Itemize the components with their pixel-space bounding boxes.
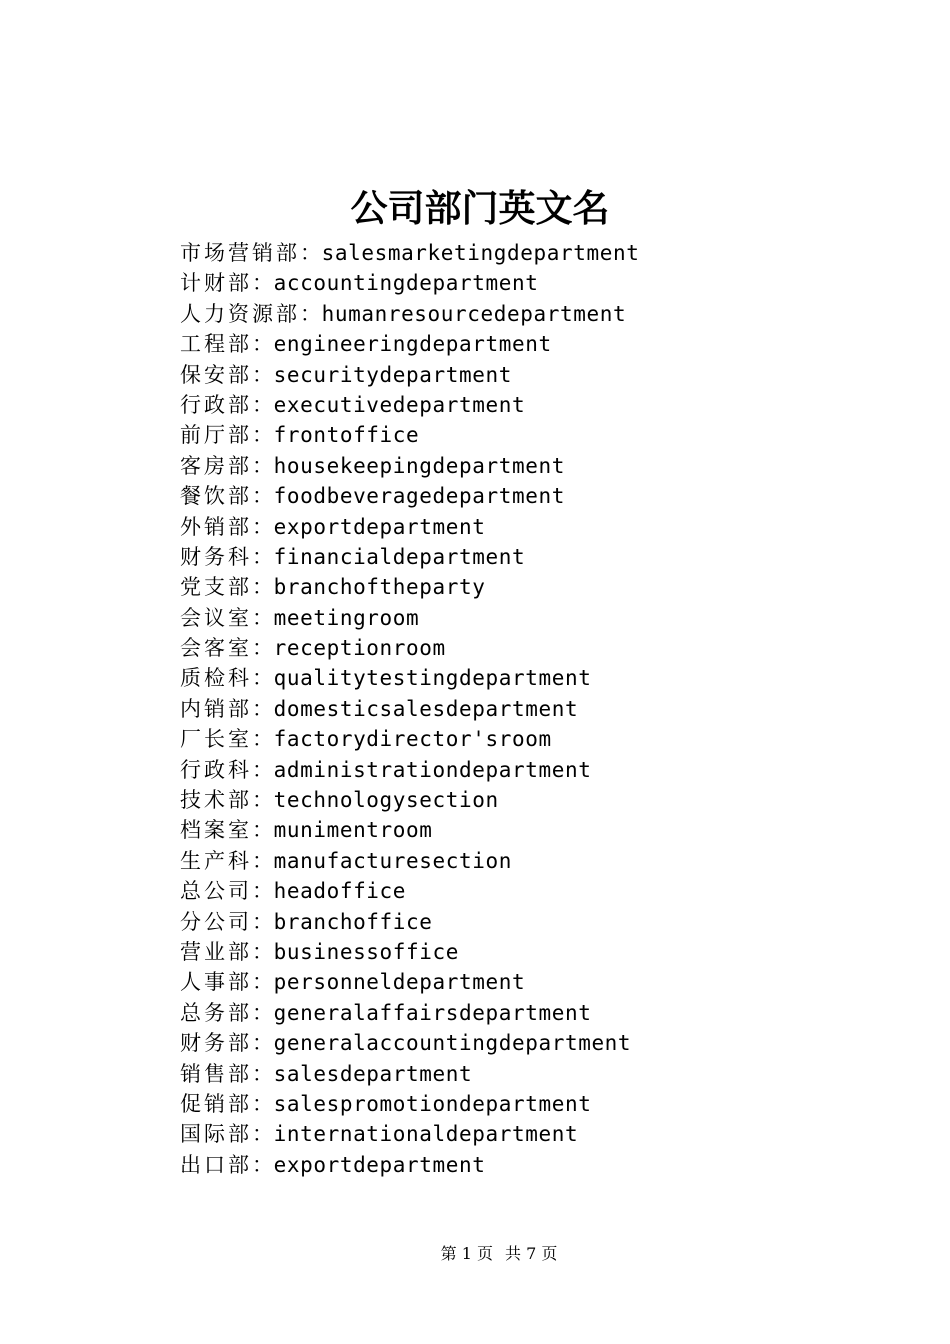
department-chinese-name: 总务部 <box>180 1000 252 1025</box>
list-item <box>180 1150 639 1180</box>
list-item <box>180 542 639 572</box>
department-chinese-name: 市场营销部 <box>180 241 300 265</box>
separator: ： <box>252 696 274 721</box>
department-english-name: securitydepartment <box>273 362 512 387</box>
list-item <box>180 815 639 845</box>
department-english-name: branchoffice <box>273 909 433 934</box>
department-english-name: humanresourcedepartment <box>321 301 627 326</box>
separator: ： <box>252 332 274 357</box>
department-english-name: generalaccountingdepartment <box>273 1031 632 1056</box>
department-english-name: domesticsalesdepartment <box>273 696 579 721</box>
department-english-name: technologysection <box>273 788 499 813</box>
list-item <box>180 937 639 967</box>
list-item <box>180 1028 639 1058</box>
department-english-name: administrationdepartment <box>273 757 592 782</box>
separator: ： <box>252 1061 274 1086</box>
list-item <box>180 603 639 633</box>
department-english-name: branchoftheparty <box>273 575 486 600</box>
department-chinese-name: 出口部 <box>180 1152 252 1177</box>
separator: ： <box>252 423 274 448</box>
list-item <box>180 420 639 450</box>
department-chinese-name: 计财部 <box>180 271 252 296</box>
department-english-name: exportdepartment <box>273 1152 486 1177</box>
list-item <box>180 299 639 329</box>
separator: ： <box>252 544 274 569</box>
department-english-name: internationaldepartment <box>273 1122 579 1147</box>
list-item <box>180 967 639 997</box>
department-chinese-name: 财务部 <box>180 1031 252 1056</box>
separator: ： <box>252 1000 274 1025</box>
department-chinese-name: 财务科 <box>180 544 252 569</box>
separator: ： <box>252 1152 274 1177</box>
separator: ： <box>252 757 274 782</box>
list-item <box>180 694 639 724</box>
department-english-name: salespromotiondepartment <box>273 1091 592 1116</box>
department-chinese-name: 生产科 <box>180 848 252 873</box>
department-english-name: executivedepartment <box>273 392 526 417</box>
separator: ： <box>252 788 274 813</box>
separator: ： <box>252 818 274 843</box>
separator: ： <box>252 879 274 904</box>
list-item <box>180 329 639 359</box>
list-item <box>180 876 639 906</box>
department-english-name: factorydirector'sroom <box>273 727 552 752</box>
department-chinese-name: 内销部 <box>180 696 252 721</box>
department-chinese-name: 技术部 <box>180 788 252 813</box>
list-item <box>180 360 639 390</box>
document-title: 公司部门英文名 <box>350 186 610 230</box>
separator: ： <box>252 484 274 509</box>
separator: ： <box>300 301 322 326</box>
separator: ： <box>252 392 274 417</box>
separator: ： <box>252 970 274 995</box>
separator: ： <box>252 1122 274 1147</box>
list-item <box>180 755 639 785</box>
department-english-name: personneldepartment <box>273 970 526 995</box>
department-english-name: financialdepartment <box>273 544 526 569</box>
department-chinese-name: 会客室 <box>180 636 252 661</box>
department-english-name: salesdepartment <box>273 1061 473 1086</box>
page-total: 共 7 页 <box>505 1244 558 1263</box>
list-item <box>180 481 639 511</box>
department-english-name: qualitytestingdepartment <box>273 666 592 691</box>
department-english-name: businessoffice <box>273 939 460 964</box>
separator: ： <box>252 362 274 387</box>
department-chinese-name: 保安部 <box>180 362 252 387</box>
department-chinese-name: 人事部 <box>180 970 252 995</box>
list-item <box>180 1119 639 1149</box>
separator: ： <box>252 1031 274 1056</box>
list-item <box>180 268 639 298</box>
separator: ： <box>252 271 274 296</box>
department-english-name: generalaffairsdepartment <box>273 1000 592 1025</box>
department-chinese-name: 总公司 <box>180 879 252 904</box>
department-chinese-name: 质检科 <box>180 666 252 691</box>
list-item <box>180 907 639 937</box>
department-chinese-name: 国际部 <box>180 1122 252 1147</box>
department-chinese-name: 会议室 <box>180 605 252 630</box>
department-chinese-name: 党支部 <box>180 575 252 600</box>
list-item <box>180 390 639 420</box>
department-english-name: receptionroom <box>273 636 446 661</box>
department-chinese-name: 工程部 <box>180 332 252 357</box>
list-item <box>180 998 639 1028</box>
department-english-name: manufacturesection <box>273 848 512 873</box>
separator: ： <box>252 514 274 539</box>
list-item <box>180 1089 639 1119</box>
separator: ： <box>252 939 274 964</box>
department-english-name: headoffice <box>273 879 407 904</box>
department-english-name: munimentroom <box>273 818 433 843</box>
department-english-name: foodbeveragedepartment <box>273 484 565 509</box>
separator: ： <box>252 909 274 934</box>
separator: ： <box>252 848 274 873</box>
list-item <box>180 451 639 481</box>
department-chinese-name: 分公司 <box>180 909 252 934</box>
department-english-name: meetingroom <box>273 605 420 630</box>
separator: ： <box>252 605 274 630</box>
department-english-name: housekeepingdepartment <box>273 453 565 478</box>
list-item <box>180 663 639 693</box>
department-english-name: exportdepartment <box>273 514 486 539</box>
department-chinese-name: 前厅部 <box>180 423 252 448</box>
list-item <box>180 724 639 754</box>
list-item <box>180 633 639 663</box>
department-chinese-name: 外销部 <box>180 514 252 539</box>
department-list <box>180 238 639 1180</box>
separator: ： <box>252 1091 274 1116</box>
list-item <box>180 785 639 815</box>
separator: ： <box>252 727 274 752</box>
department-english-name: salesmarketingdepartment <box>321 241 640 265</box>
list-item <box>180 572 639 602</box>
separator: ： <box>300 241 322 265</box>
department-chinese-name: 销售部 <box>180 1061 252 1086</box>
department-chinese-name: 餐饮部 <box>180 484 252 509</box>
separator: ： <box>252 453 274 478</box>
department-chinese-name: 促销部 <box>180 1091 252 1116</box>
separator: ： <box>252 636 274 661</box>
list-item <box>180 846 639 876</box>
department-english-name: engineeringdepartment <box>273 332 552 357</box>
list-item <box>180 512 639 542</box>
list-item <box>180 1059 639 1089</box>
department-chinese-name: 行政部 <box>180 392 252 417</box>
department-chinese-name: 行政科 <box>180 757 252 782</box>
department-chinese-name: 客房部 <box>180 453 252 478</box>
page-footer <box>0 1242 950 1266</box>
department-chinese-name: 人力资源部 <box>180 301 300 326</box>
separator: ： <box>252 575 274 600</box>
department-chinese-name: 厂长室 <box>180 727 252 752</box>
department-english-name: accountingdepartment <box>273 271 539 296</box>
department-chinese-name: 营业部 <box>180 939 252 964</box>
list-item <box>180 238 639 268</box>
separator: ： <box>252 666 274 691</box>
page-number: 第 1 页 <box>440 1244 493 1263</box>
department-chinese-name: 档案室 <box>180 818 252 843</box>
department-english-name: frontoffice <box>273 423 420 448</box>
